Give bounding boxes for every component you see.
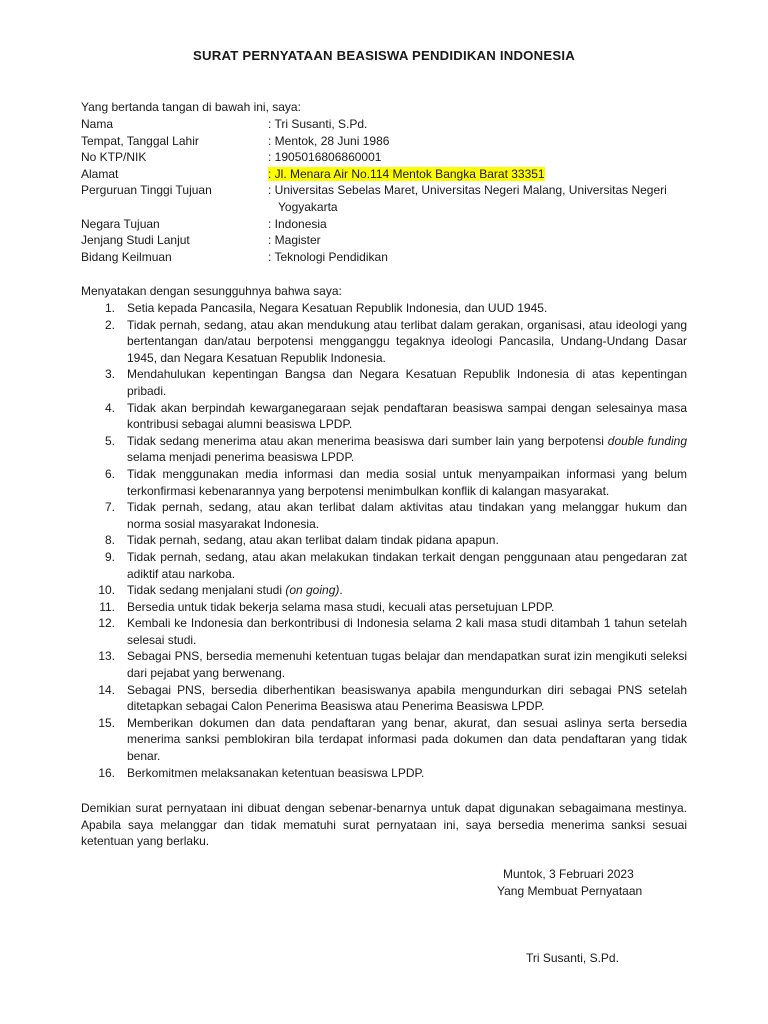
closing-paragraph: Demikian surat pernyataan ini dibuat dengan sebenar-benarnya untuk dapat digunakan sebagaimana mestinya. Apabila saya melanggar dan tidak mematuhi surat pernyataan ini, saya bersedia menerima sanksi sesuai ketentuan yang berlaku. — [81, 801, 687, 849]
list-item — [81, 317, 687, 367]
item-text-part: Tidak sedang menerima atau akan menerima beasiswa dari sumber lain yang berpotensi — [127, 433, 608, 448]
field-row-alamat — [81, 166, 687, 183]
field-label: Perguruan Tinggi Tujuan — [81, 183, 212, 198]
field-row-nama — [81, 116, 687, 133]
item-number: 8. — [104, 533, 115, 548]
signature-name: Tri Susanti, S.Pd. — [526, 951, 619, 965]
list-item — [81, 599, 687, 616]
highlighted-address: : Jl. Menara Air No.114 Mentok Bangka Barat 33351 — [268, 166, 545, 181]
item-text: Tidak pernah, sedang, atau akan terlibat dalam tindak pidana apapun. — [127, 533, 499, 548]
item-text: Bersedia untuk tidak bekerja selama masa studi, kecuali atas persetujuan LPDP. — [127, 599, 555, 614]
item-number: 5. — [104, 433, 115, 448]
item-number: 2. — [104, 317, 115, 332]
list-item — [81, 765, 687, 782]
list-item — [81, 300, 687, 317]
item-text: Setia kepada Pancasila, Negara Kesatuan Republik Indonesia, dan UUD 1945. — [127, 301, 548, 315]
item-number: 14. — [98, 682, 115, 697]
field-value: : Tri Susanti, S.Pd. — [268, 117, 368, 131]
list-item — [81, 549, 687, 582]
list-item — [81, 532, 687, 549]
field-row-negara-tujuan — [81, 216, 687, 233]
item-text: Sebagai PNS, bersedia diberhentikan beasiswanya apabila mengundurkan diri sebagai PNS setelah ditetapkan sebagai Calon Penerima Beasiswa atau Penerima Beasiswa LPDP. — [127, 682, 687, 714]
field-label: Alamat — [81, 166, 119, 181]
item-text: Sebagai PNS, bersedia memenuhi ketentuan tugas belajar dan mendapatkan surat izin mengikuti seleksi dari pejabat yang berwenang. — [127, 649, 687, 681]
item-number: 6. — [104, 466, 115, 481]
list-item — [81, 682, 687, 715]
field-value: : 1905016806860001 — [268, 150, 382, 165]
item-text: Tidak pernah, sedang, atau akan melakukan tindakan terkait dengan penggunaan atau pengedaran zat adiktif atau narkoba. — [127, 549, 687, 581]
item-number: 1. — [104, 301, 115, 315]
field-value: : Teknologi Pendidikan — [268, 249, 388, 264]
field-row-no-ktp — [81, 149, 687, 166]
item-number: 12. — [98, 616, 115, 631]
item-text: Berkomitmen melaksanakan ketentuan beasiswa LPDP. — [127, 765, 425, 780]
field-value: : Mentok, 28 Juni 1986 — [268, 133, 390, 148]
field-row-bidang-keilmuan — [81, 249, 687, 266]
item-number: 13. — [98, 649, 115, 664]
item-text — [127, 433, 687, 466]
signature-role: Yang Membuat Pernyataan — [497, 884, 643, 898]
item-text-italic: double funding — [607, 433, 687, 448]
field-label: Nama — [81, 117, 114, 131]
field-label: Tempat, Tanggal Lahir — [81, 133, 199, 148]
list-item — [81, 466, 687, 499]
list-item — [81, 582, 687, 599]
list-item — [81, 400, 687, 433]
item-number: 16. — [98, 765, 115, 780]
intro-text: Yang bertanda tangan di bawah ini, saya: — [81, 100, 301, 114]
item-text-part: selama menjadi penerima beasiswa LPDP. — [127, 450, 355, 465]
item-text: Tidak akan berpindah kewarganegaraan sejak pendaftaran beasiswa sampai dengan selesainya masa kontribusi sebagai alumni beasiswa LPDP. — [127, 400, 687, 432]
field-value: : Universitas Sebelas Maret, Universitas Negeri Malang, Universitas Negeri Yogyakarta — [268, 183, 667, 214]
item-text — [127, 582, 687, 599]
item-text: Tidak pernah, sedang, atau akan mendukung atau terlibat dalam gerakan, organisasi, atau ideologi yang bertentangan dan/atau berpotensi mengganggu tegaknya ideologi Pancasila, Undang-Undang Dasar 1945, dan Negara Kesatuan Republik Indonesia. — [127, 317, 687, 365]
field-row-jenjang-studi — [81, 232, 687, 249]
field-label: Jenjang Studi Lanjut — [81, 233, 190, 248]
field-label: No KTP/NIK — [81, 150, 147, 165]
list-item — [81, 715, 687, 765]
field-row-perguruan-tinggi — [81, 182, 687, 215]
statement-intro: Menyatakan dengan sesungguhnya bahwa saya: — [81, 284, 342, 298]
item-text: Tidak pernah, sedang, atau akan terlibat dalam aktivitas atau tindakan yang melanggar hukum dan norma sosial masyarakat Indonesia. — [127, 500, 687, 531]
statement-list — [81, 300, 687, 781]
field-row-tempat-tanggal-lahir — [81, 133, 687, 150]
item-number: 15. — [98, 715, 115, 730]
list-item — [81, 648, 687, 681]
identity-fields — [81, 116, 687, 265]
list-item — [81, 366, 687, 399]
field-value — [268, 166, 687, 183]
field-value: : Indonesia — [268, 216, 327, 231]
item-text-part: Tidak sedang menjalani studi — [127, 583, 286, 598]
field-value: : Magister — [268, 233, 321, 248]
item-text-italic: (on going) — [285, 583, 340, 598]
list-item — [81, 615, 687, 648]
list-item — [81, 499, 687, 532]
item-text: Memberikan dokumen dan data pendaftaran yang benar, akurat, dan sesuai aslinya serta bersedia menerima sanksi pemblokiran bila terdapat informasi pada dokumen dan data pendaftaran yang tidak benar. — [127, 715, 687, 764]
list-item — [81, 433, 687, 466]
field-label: Negara Tujuan — [81, 216, 160, 231]
item-text: Tidak menggunakan media informasi dan media sosial untuk menyampaikan informasi yang belum terkonfirmasi kebenarannya yang berpotensi menimbulkan konflik di kalangan masyarakat. — [127, 466, 687, 498]
signature-place-date: Muntok, 3 Februari 2023 — [503, 867, 634, 881]
field-label: Bidang Keilmuan — [81, 249, 172, 264]
item-text-part: . — [339, 583, 343, 598]
item-text: Kembali ke Indonesia dan berkontribusi di Indonesia selama 2 kali masa studi ditambah 1 tahun setelah selesai studi. — [127, 616, 687, 647]
item-number: 3. — [104, 367, 115, 382]
item-number: 10. — [98, 583, 115, 598]
item-number: 7. — [104, 500, 115, 515]
item-text: Mendahulukan kepentingan Bangsa dan Negara Kesatuan Republik Indonesia di atas kepentingan pribadi. — [127, 367, 687, 398]
item-number: 9. — [104, 549, 115, 564]
item-number: 11. — [99, 599, 115, 614]
document-title: SURAT PERNYATAAN BEASISWA PENDIDIKAN INDONESIA — [193, 48, 575, 63]
item-number: 4. — [104, 400, 115, 415]
